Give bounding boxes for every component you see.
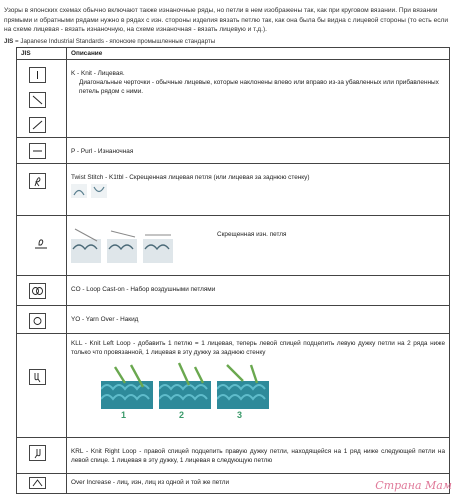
knit-right-loop-symbol-icon <box>29 445 46 461</box>
increase-slash-icon <box>29 117 46 133</box>
symbol-cell <box>17 474 67 494</box>
over-increase-symbol-icon <box>29 477 46 489</box>
row-description: Диагональные черточки - обычные лицевые, которые наклонены влево или вправо из-за убавленных или прибавленных петель рядом с ними. <box>79 79 439 95</box>
row-title: YO - Yarn Over - Накид <box>71 316 139 323</box>
purl-symbol-icon <box>29 143 46 159</box>
description-cell <box>67 334 450 438</box>
kll-step-image <box>217 361 269 420</box>
twist-stitch-thumbnail-1 <box>71 184 87 198</box>
kll-step-image <box>159 361 211 420</box>
yarn-over-symbol-icon <box>29 313 46 329</box>
description-cell <box>67 60 450 138</box>
decrease-slash-icon <box>29 92 46 108</box>
step-number: 1 <box>121 410 127 420</box>
loop-cast-on-symbol-icon <box>29 283 46 299</box>
description-cell <box>67 276 450 306</box>
twist-stitch-thumbnail-2 <box>91 184 107 198</box>
row-title: Twist Stitch - K1tbl - Скрещенная лицевая петля (или лицевая за заднюю стенку) <box>71 174 310 181</box>
table-row <box>17 306 450 334</box>
twisted-purl-step-3-image <box>143 223 173 263</box>
intro-text: Узоры в японских схемах обычно включают также изнаночные ряды, но петли в нем изображены так, как при круговом вязании. При вязании прямыми и обратными рядами нужно в рядах с изн. стороны изделия вязать петлю так, как она была бы видна с лицевой стороны (то есть если на схеме лицевая - вязать изнаночную, на схеме изнаночная - вязать лицевую и т.д.). <box>4 7 449 34</box>
knit-symbol-icon <box>29 67 46 83</box>
header-jis: JIS <box>17 48 67 60</box>
row-title: P - Purl - Изнаночная <box>71 148 134 155</box>
step-number: 3 <box>237 410 243 420</box>
row-title: CO - Loop Cast-on - Набор воздушными петлями <box>71 286 216 293</box>
table-row <box>17 138 450 164</box>
table-row <box>17 164 450 216</box>
jis-note-rest: = Japanese Industrial Standards - японские промышленные стандарты <box>13 38 216 45</box>
row-title: Over Increase - лиц, изн, лиц из одной и той же петли <box>71 479 230 486</box>
row-title: KRL - Knit Right Loop - правой спицей подцепить правую дужку петли, находящейся на 1 ряд ниже следующей петли на левой спице. 1 лицевая в эту дужку, 1 лицевая в следующую петлю <box>71 448 445 464</box>
kll-step-images <box>101 361 445 420</box>
step-number: 2 <box>179 410 185 420</box>
description-cell <box>67 138 450 164</box>
knit-left-loop-symbol-icon <box>29 369 46 385</box>
symbol-cell <box>17 164 67 216</box>
twisted-purl-step-1-image <box>71 223 101 263</box>
jis-abbr: JIS <box>4 38 14 45</box>
jis-note <box>4 38 215 45</box>
table-row <box>17 276 450 306</box>
twisted-purl-images <box>71 223 445 263</box>
twisted-purl-symbol-icon <box>33 237 49 254</box>
kll-step-image <box>101 361 153 420</box>
symbol-cell <box>17 138 67 164</box>
description-cell <box>67 438 450 474</box>
symbol-cell <box>17 60 67 138</box>
row-title: Скрещенная изн. петля <box>217 231 287 238</box>
table-row <box>17 334 450 438</box>
description-cell <box>67 164 450 216</box>
symbol-cell <box>17 306 67 334</box>
description-cell <box>67 216 450 276</box>
symbol-cell <box>17 438 67 474</box>
symbols-table <box>16 47 450 494</box>
symbol-cell <box>17 216 67 276</box>
description-cell <box>67 306 450 334</box>
row-title: K - Knit - Лицевая. <box>71 70 125 77</box>
watermark-logo: Страна Мам <box>375 479 452 492</box>
table-header-row <box>17 48 450 60</box>
twist-stitch-images <box>71 184 445 198</box>
header-description: Описание <box>67 48 450 60</box>
twist-stitch-symbol-icon <box>29 173 46 189</box>
twisted-purl-step-2-image <box>107 223 137 263</box>
row-title: KLL - Knit Left Loop - добавить 1 петлю = 1 лицевая, теперь левой спицей подцепить левую дужку петли на 2 ряда ниже только что провязанной, 1 лицевая в эту дужку за заднюю стенку <box>71 340 445 356</box>
table-row <box>17 216 450 276</box>
table-row <box>17 438 450 474</box>
symbol-cell <box>17 334 67 438</box>
table-row <box>17 60 450 138</box>
symbol-cell <box>17 276 67 306</box>
